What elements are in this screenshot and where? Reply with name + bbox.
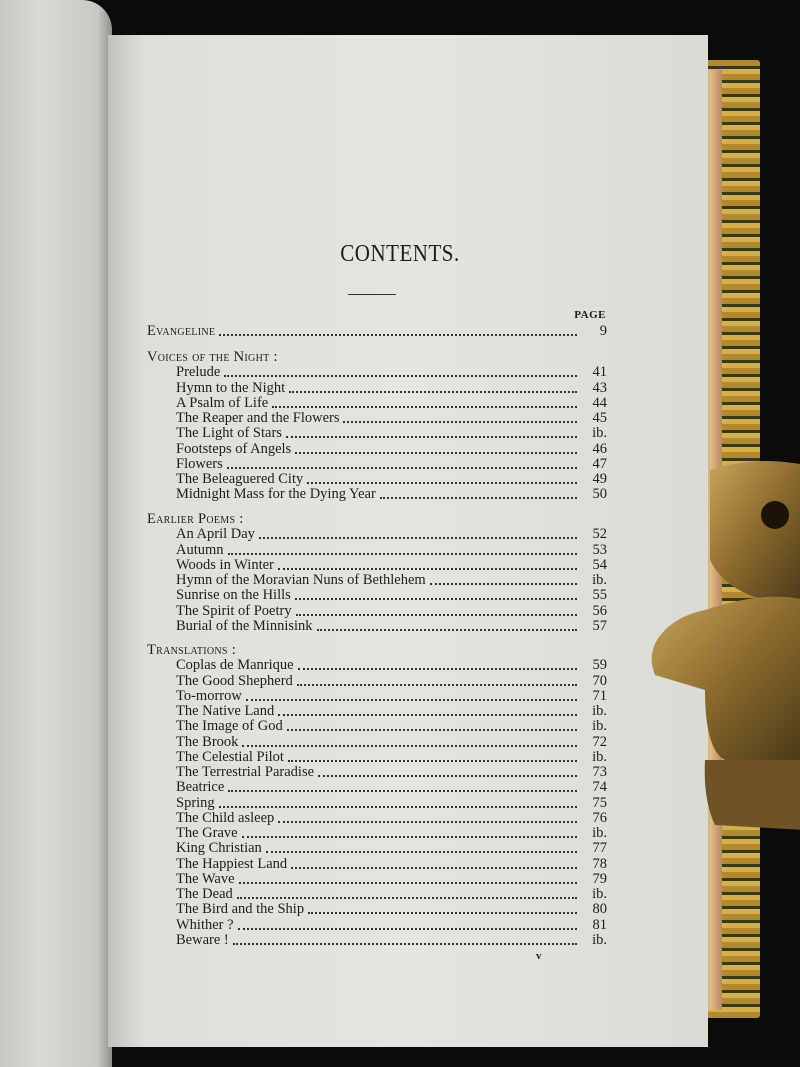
entry-title: Prelude (176, 364, 221, 381)
toc-entry (176, 811, 607, 826)
dot-leader (237, 897, 577, 899)
entry-title: Beware ! (176, 931, 229, 948)
entry-page: 77 (592, 840, 607, 857)
toc-entry (176, 487, 607, 502)
dot-leader (288, 760, 577, 762)
dot-leader (242, 836, 577, 838)
dot-leader (224, 375, 577, 377)
dot-leader (242, 745, 577, 747)
entry-page: ib. (592, 931, 607, 948)
entry-title: Autumn (176, 541, 224, 558)
dot-leader (228, 553, 577, 555)
dot-leader (298, 668, 577, 670)
entry-title: Evangeline (147, 323, 216, 339)
entry-title: The Celestial Pilot (176, 748, 284, 765)
left-page (0, 0, 112, 1067)
entry-page: 79 (592, 870, 607, 887)
dot-leader (297, 684, 577, 686)
entry-page: 46 (592, 440, 607, 457)
toc-entry (176, 735, 607, 750)
dot-leader (278, 568, 577, 570)
entry-title: The Native Land (176, 703, 275, 719)
dot-leader (219, 806, 577, 808)
entry-page: 49 (592, 471, 607, 487)
entry-title: An April Day (176, 526, 255, 543)
dot-leader (317, 629, 577, 631)
dot-leader (228, 790, 577, 792)
entry-page: 57 (592, 617, 607, 634)
toc-entry (176, 619, 607, 634)
entry-page: 75 (592, 794, 607, 811)
entry-page: 52 (592, 526, 607, 543)
entry-title: The Brook (176, 733, 239, 750)
entry-page: 78 (592, 855, 607, 872)
entry-title: King Christian (176, 840, 262, 857)
entry-title: The Light of Stars (176, 425, 282, 442)
dot-leader (307, 482, 577, 484)
entry-title: Burial of the Minnisink (176, 617, 313, 634)
toc-entry (176, 857, 607, 872)
toc-entry (176, 472, 607, 487)
toc-entry (176, 704, 607, 719)
toc-entry (176, 381, 607, 396)
toc-entry (176, 841, 607, 856)
entry-page: ib. (592, 703, 607, 719)
entry-page: ib. (592, 825, 607, 841)
entry-title: The Grave (176, 825, 238, 841)
toc-entry (176, 426, 607, 441)
toc-entry (176, 674, 607, 689)
entry-title: The Child asleep (176, 809, 275, 826)
toc-entry-evangeline (147, 324, 607, 339)
toc-entry (176, 411, 607, 426)
section-heading (147, 350, 607, 365)
toc-entry (176, 573, 607, 588)
toc-entry (176, 765, 607, 780)
toc-entry (176, 604, 607, 619)
entry-page: 73 (592, 764, 607, 780)
toc-entry (176, 365, 607, 380)
dot-leader (266, 851, 577, 853)
dot-leader (318, 775, 577, 777)
toc-entry (176, 558, 607, 573)
toc-entry (176, 543, 607, 558)
entry-page: ib. (592, 748, 607, 765)
page-folio: v (536, 950, 542, 962)
entry-page: 81 (592, 916, 607, 933)
dot-leader (308, 912, 577, 914)
toc-entry (176, 872, 607, 887)
entry-title: The Image of God (176, 718, 283, 735)
toc-entry (176, 658, 607, 673)
entry-page: 54 (592, 556, 607, 573)
brass-clasp (645, 460, 800, 830)
entry-title: The Bird and the Ship (176, 901, 305, 918)
toc-entry (176, 719, 607, 734)
entry-page: 45 (592, 410, 607, 426)
dot-leader (343, 421, 577, 423)
toc-entry (176, 918, 607, 933)
page-column-header: PAGE (574, 309, 606, 321)
entry-title: The Happiest Land (176, 855, 288, 872)
entry-page: 59 (592, 657, 607, 674)
toc-entry (176, 887, 607, 902)
entry-page: 44 (592, 394, 607, 411)
dot-leader (246, 699, 577, 701)
dot-leader (278, 821, 577, 823)
toc-entry (176, 750, 607, 765)
entry-page: 41 (592, 364, 607, 381)
entry-title: The Spirit of Poetry (176, 602, 292, 619)
toc-entry (176, 396, 607, 411)
dot-leader (287, 729, 577, 731)
entry-page: 50 (592, 486, 607, 503)
entry-title: Voices of the Night : (147, 349, 278, 365)
dot-leader (295, 452, 577, 454)
section-heading (147, 512, 607, 527)
entry-title: Flowers (176, 455, 223, 472)
entry-title: Whither ? (176, 916, 234, 933)
entry-page: 43 (592, 379, 607, 396)
entry-title: Sunrise on the Hills (176, 587, 291, 604)
entry-title: Spring (176, 794, 215, 811)
entry-page: 9 (599, 323, 607, 339)
entry-page: ib. (592, 425, 607, 442)
dot-leader (295, 598, 577, 600)
toc-entry (176, 527, 607, 542)
entry-title: The Wave (176, 870, 235, 887)
entry-page: ib. (592, 886, 607, 902)
dot-leader (430, 583, 577, 585)
toc-entry (176, 442, 607, 457)
entry-title: Translations : (147, 642, 237, 658)
toc-entry (176, 796, 607, 811)
dot-leader (272, 406, 577, 408)
entry-title: Midnight Mass for the Dying Year (176, 486, 376, 503)
entry-page: 71 (592, 687, 607, 704)
entry-page: ib. (592, 718, 607, 735)
entry-page: 53 (592, 541, 607, 558)
entry-page: 80 (592, 901, 607, 918)
dot-leader (296, 614, 577, 616)
entry-title: Earlier Poems : (147, 511, 244, 527)
toc-entry (176, 457, 607, 472)
toc-entry (176, 689, 607, 704)
dot-leader (289, 391, 577, 393)
page-title: CONTENTS. (340, 239, 460, 267)
entry-title: Coplas de Manrique (176, 657, 294, 674)
entry-title: Hymn of the Moravian Nuns of Bethlehem (176, 572, 426, 588)
entry-title: A Psalm of Life (176, 394, 269, 411)
dot-leader (278, 714, 577, 716)
dot-leader (286, 436, 577, 438)
dot-leader (380, 497, 577, 499)
entry-title: The Good Shepherd (176, 672, 293, 689)
section-heading (147, 643, 607, 658)
toc-entry (176, 588, 607, 603)
entry-page: 76 (592, 809, 607, 826)
entry-title: Woods in Winter (176, 556, 274, 573)
entry-page: 55 (592, 587, 607, 604)
dot-leader (227, 467, 577, 469)
entry-page: 72 (592, 733, 607, 750)
entry-title: Beatrice (176, 779, 225, 796)
entry-title: Footsteps of Angels (176, 440, 292, 457)
entry-page: 47 (592, 455, 607, 472)
toc-entry (176, 780, 607, 795)
dot-leader (219, 334, 577, 336)
entry-title: The Dead (176, 886, 233, 902)
entry-title: The Beleaguered City (176, 471, 304, 487)
entry-page: ib. (592, 572, 607, 588)
toc-entry (176, 902, 607, 917)
entry-title: The Reaper and the Flowers (176, 410, 340, 426)
toc-entry (176, 826, 607, 841)
entry-page: 70 (592, 672, 607, 689)
dot-leader (233, 943, 577, 945)
entry-title: The Terrestrial Paradise (176, 764, 315, 780)
toc-entry (176, 933, 607, 948)
entry-title: Hymn to the Night (176, 379, 286, 396)
entry-title: To-morrow (176, 687, 242, 704)
dot-leader (291, 867, 577, 869)
dot-leader (239, 882, 577, 884)
dot-leader (259, 537, 577, 539)
title-rule (348, 294, 396, 295)
dot-leader (238, 928, 577, 930)
entry-page: 56 (592, 602, 607, 619)
entry-page: 74 (592, 779, 607, 796)
